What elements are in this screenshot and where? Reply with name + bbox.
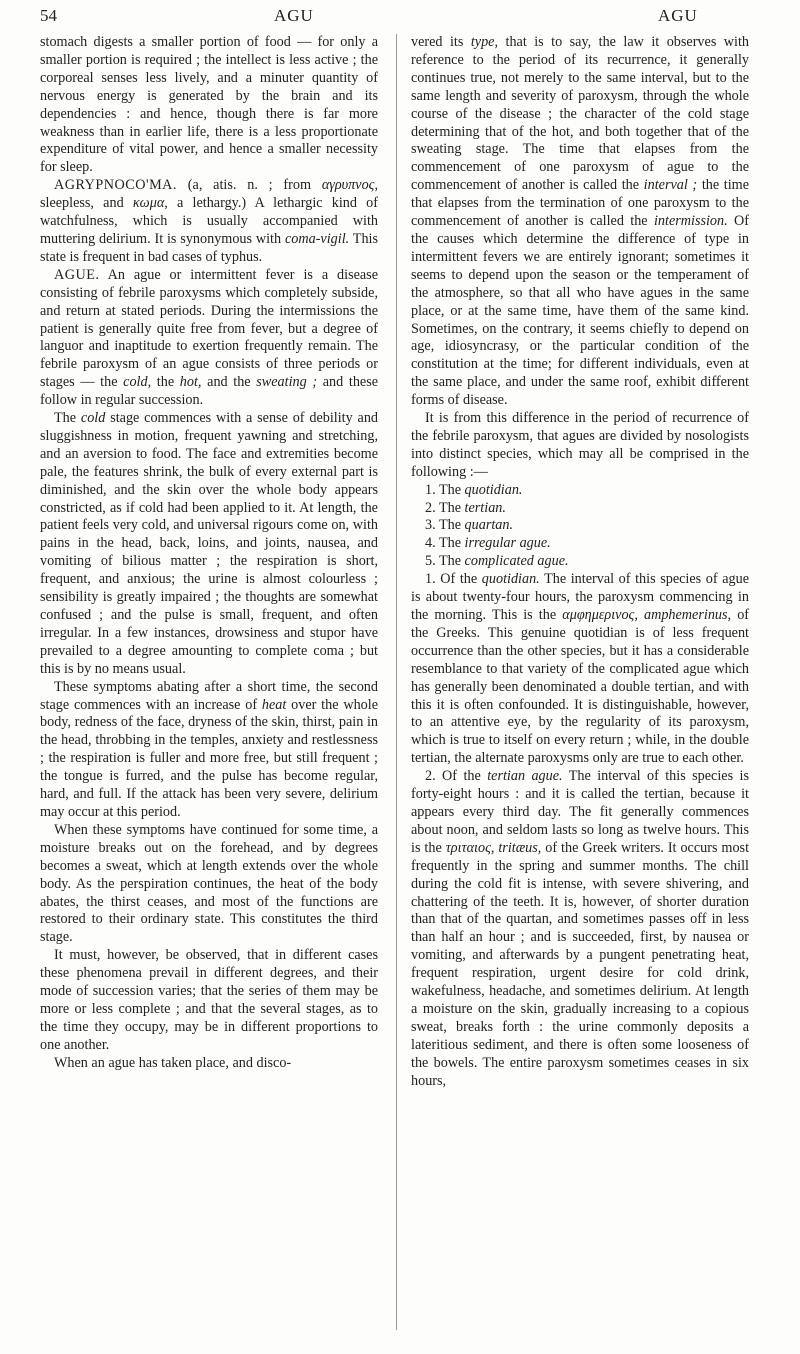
greek-word: κωμα: [132, 195, 165, 212]
list-item: 1. The quotidian.: [425, 481, 523, 498]
entry-ague: AGUE. An ague or intermittent fever is a disease consisting of febrile paroxysms which completely subside, and return at stated periods. During the intermissions the patient is generally quite free from fever, but a degree of languor and inaptitude to exertion frequently remain. The febrile paroxysm of an ague consists of three periods or stages — the cold, the hot, and the sweating ; and these follow in regular succession.: [40, 266, 379, 409]
list-item: 5. The complicated ague.: [425, 553, 569, 570]
headword-agrypnocoma: AGRYPNOCO'MA.: [54, 177, 177, 194]
left-column: [40, 34, 378, 1073]
paragraph-when: When an ague has taken place, and disco-: [54, 1054, 292, 1071]
paragraph-observed: It must, however, be observed, that in different cases these phenomena prevail in different degrees, and their mode of succession varies; that the series of them may be more or less complete ; and that the several stages, as to the time they occupy, may be in different proportions to one another.: [40, 947, 378, 1053]
paragraph-sweat-stage: When these symptoms have continued for some time, a moisture breaks out on the forehead, and by degrees becomes a sweat, which at length extends over the whole body. As the perspiration continues, the heat of the body abates, the thirst ceases, and most of the functions are restored to their ordinary state. This constitutes the third stage.: [40, 821, 378, 946]
right-column: [411, 34, 749, 1090]
list-item: 4. The irregular ague.: [425, 535, 551, 552]
paragraph-heat-stage: These symptoms abating after a short time, the second stage commences with an increase of heat over the whole body, redness of the face, dryness of the skin, thirst, pain in the head, throbbing in the temples, anxiety and restlessness ; the respiration is fuller and more free, but still frequent ; the tongue is furred, and the pulse has become regular, hard, and full. If the attack has been very severe, delirium may occur at this period.: [40, 678, 378, 820]
header-right-word: AGU: [658, 6, 698, 25]
column-divider: [396, 34, 397, 1330]
species-list: [411, 482, 749, 572]
list-item: 3. The quartan.: [425, 517, 514, 534]
list-item: 2. The tertian.: [425, 499, 506, 516]
page-number: 54: [40, 6, 57, 25]
headword-ague: AGUE.: [54, 266, 100, 283]
synonym-term: coma-vigil.: [284, 230, 350, 247]
greek-word: αμφημερινος: [562, 607, 635, 623]
paragraph-type: vered its type, that is to say, the law it observes with reference to the period of its recurrence, it generally continues true, not merely to the same interval, but to the same length and severity of paroxysm, through the whole course of the disease ; the character of the cold stage determining that of the hot, and both together that of the sweating stage. The time that elapses from the commencement of one paroxysm of ague to the commencement of another is called the interval ; the time that elapses from the termination of one paroxysm to the commencement of another is called the intermission. Of the causes which determine the difference of type in intermittent fevers we are entirely ignorant; sometimes it seems to depend upon the season or the temperament of the atmosphere, so that all who have agues in the same place, or at the same time, have them of the same kind. Sometimes, on the contrary, it seems chiefly to depend on age, idiosyncrasy, or the particular condition of the constitution at the time; for different individuals, even at the same place, and under the same roof, exhibit different forms of disease.: [411, 34, 750, 409]
greek-word: τριταιος: [445, 839, 491, 856]
greek-word: αγρυπνος: [321, 177, 375, 194]
paragraph-stomach: stomach digests a smaller portion of food — for only a smaller portion is required ; the intellect is less active ; the corporeal senses less lively, and a minuter quantity of nervous energy is generated by the brain and its dependencies : and hence, though there is far more weakness than in earlier life, there is a less proportionate expenditure of vital power, and hence a smaller necessity for sleep.: [40, 34, 378, 176]
header-left-word: AGU: [274, 6, 314, 25]
paragraph-tertian: 2. Of the tertian ague. The interval of this species is forty-eight hours : and it is called the tertian, because it appears every third day. The fit generally commences about noon, and seldom lasts so long as twelve hours. This is the τριταιος, tritæus, of the Greek writers. It occurs most frequently in the spring and summer months. The chill during the cold fit is intense, with severe shivering, and chattering of the teeth. It is, however, of shorter duration than that of the quartan, and sometimes passes off in less than half an hour ; and is succeeded, first, by nausea or vomiting, and afterwards by a pungent penetrating heat, frequent respiration, urgent desire for cold drink, wakefulness, headache, and sometimes delirium. At length a moisture on the skin, gradually increasing to a copious sweat, breaks forth : the urine commonly deposits a lateritious sediment, and there is often some looseness of the bowels. The entire paroxysm sometimes ceases in six hours,: [411, 768, 750, 1089]
running-header: [40, 6, 756, 30]
entry-agrypnocoma: AGRYPNOCO'MA. (a, atis. n. ; from αγρυπνος, sleepless, and κωμα, a lethargy.) A lethargic kind of watchfulness, which is usually accompanied with muttering delirium. It is synonymous with coma-vigil. This state is frequent in bad cases of typhus.: [40, 177, 379, 265]
paragraph-cold-stage: The cold stage commences with a sense of debility and sluggishness in motion, frequent yawning and stretching, and an aversion to food. The face and extremities become pale, the features shrink, the bulk of every external part is diminished, and the skin over the whole body appears constricted, as if cold had been applied to it. At length, the patient feels very cold, and universal rigours come on, with pains in the head, back, loins, and joints, nausea, and vomiting of bilious matter ; the respiration is short, frequent, and anxious; the urine is almost colourless ; sensibility is greatly impaired ; the thoughts are somewhat confused ; and the pulse is small, frequent, and often irregular. In a few instances, drowsiness and stupor have prevailed to a degree amounting to complete coma ; but this is by no means usual.: [40, 410, 379, 677]
paragraph-quotidian: 1. Of the quotidian. The interval of this species of ague is about twenty-four hours, the paroxysm commencing in the morning. This is the αμφημερινος, amphemerinus, of the Greeks. This genuine quotidian is of less frequent occurrence than the other species, but it has a considerable resemblance to that variety of the complicated ague which has generally been denominated a double tertian, and with this it is often confounded. It is distinguishable, however, to an attentive eye, by the regularity of its paroxysm, which is true to itself on every return ; while, in the double tertian, the alternate paroxysms only are true to each other.: [411, 571, 750, 767]
paragraph-species: It is from this difference in the period of recurrence of the febrile paroxysm, that agues are divided by nosologists into distinct species, which may all be comprised in the following :—: [411, 410, 749, 480]
